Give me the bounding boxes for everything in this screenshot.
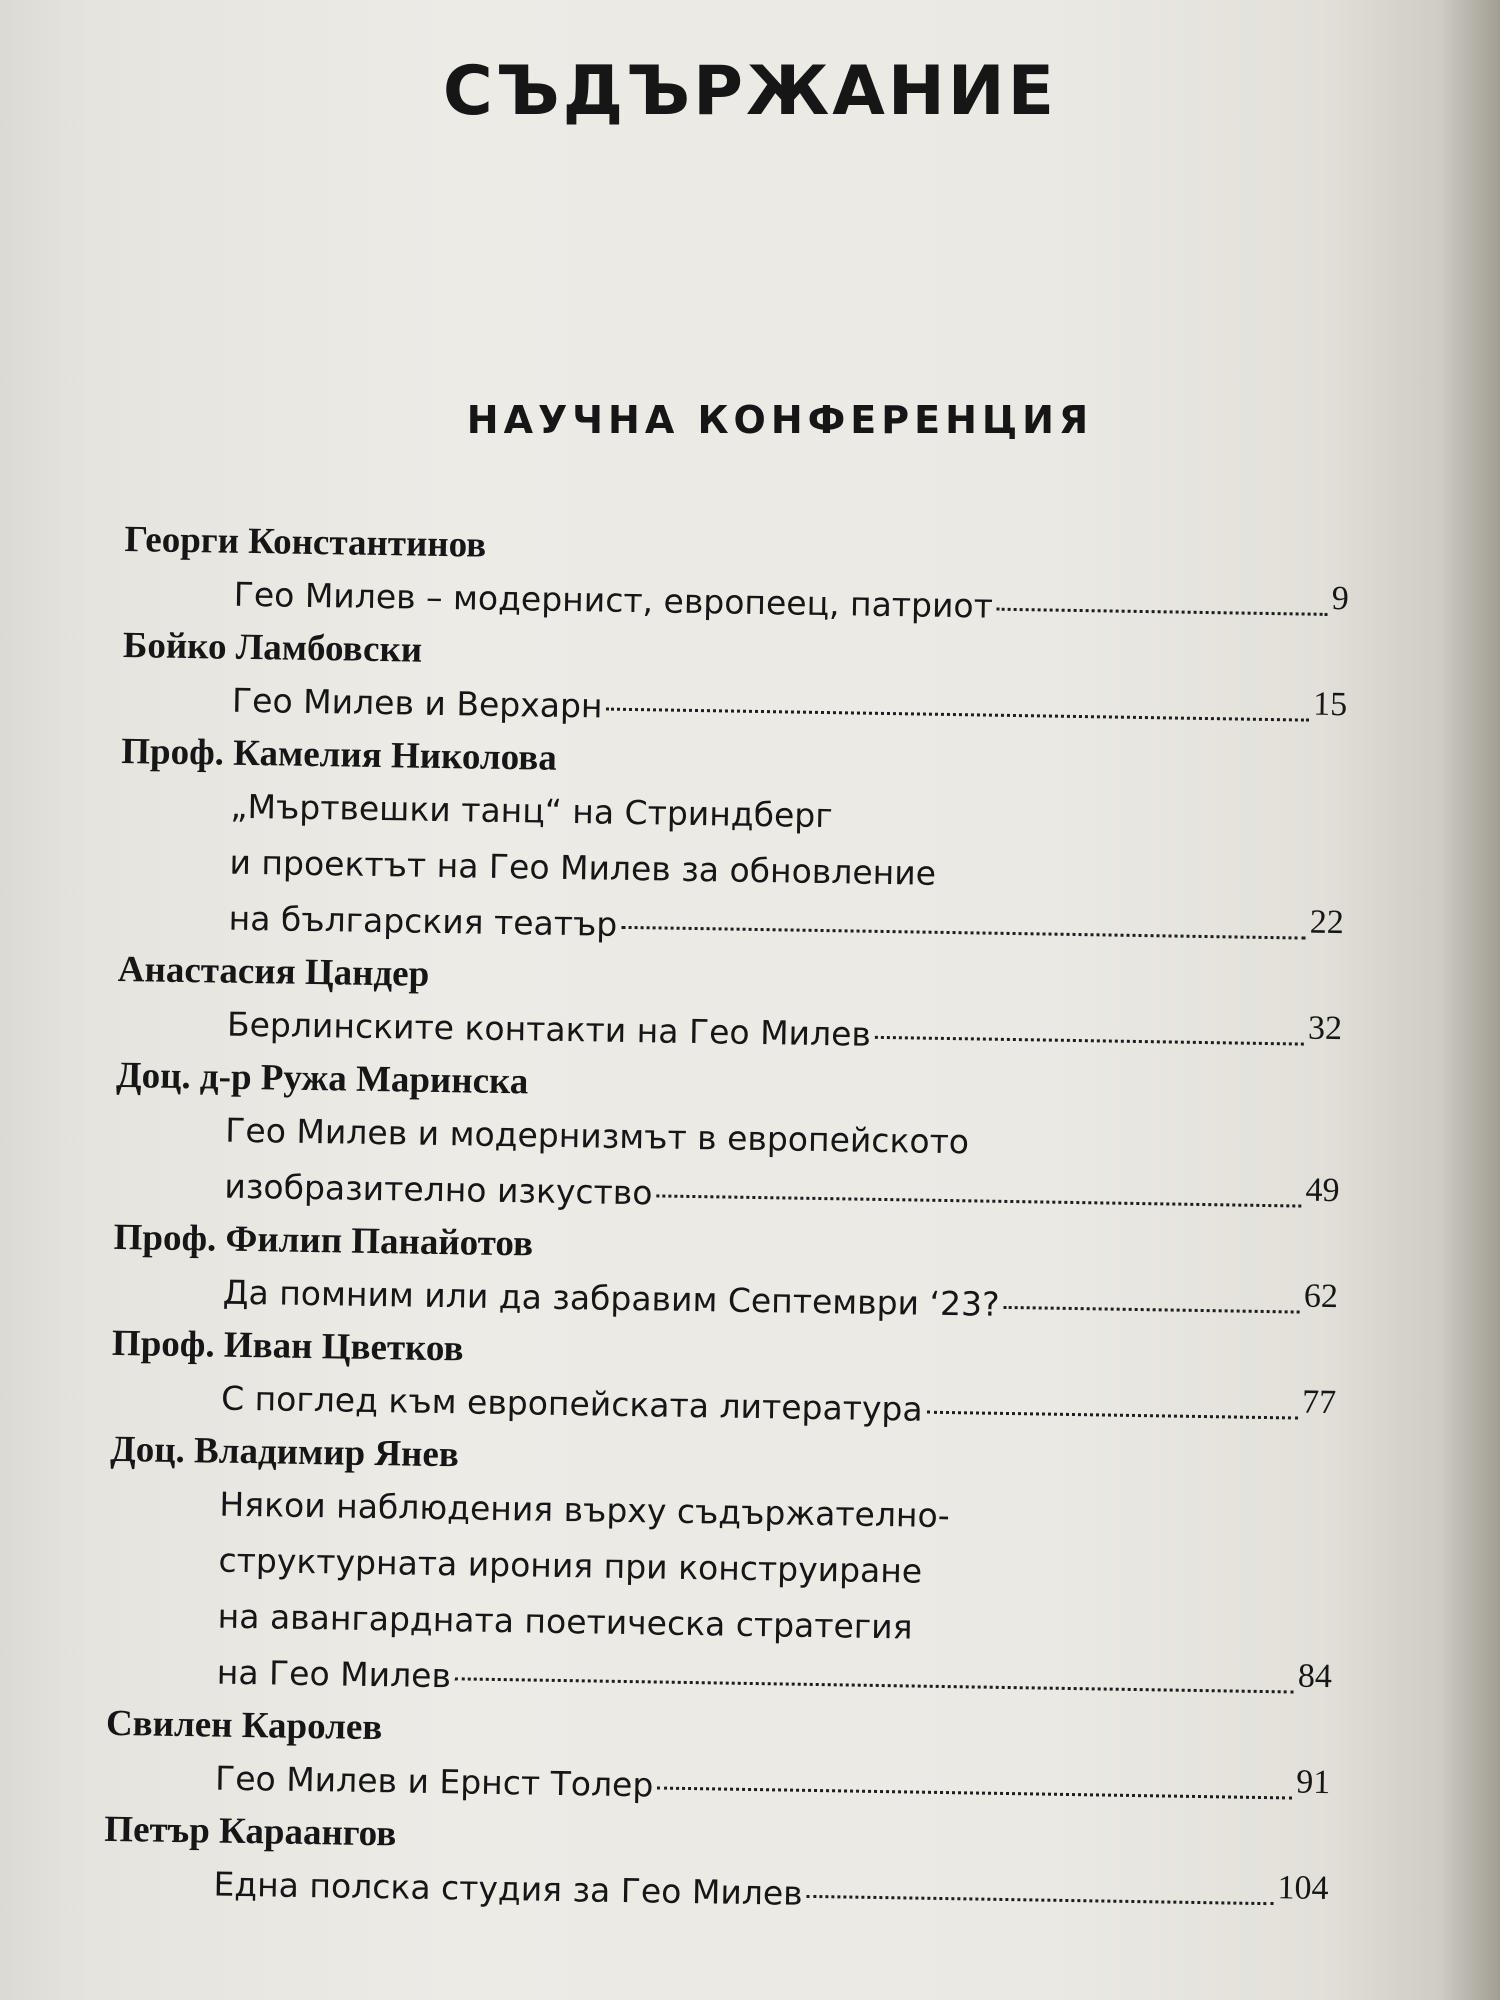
toc-title-text: Гео Милев и Верхарн	[231, 680, 603, 726]
toc-title-text: Една полска студия за Гео Милев	[213, 1864, 803, 1913]
toc-entry	[117, 945, 1349, 1070]
toc-title-line: структурната ирония при конструиране	[218, 1540, 923, 1591]
toc-title-text: С поглед към европейската литература	[220, 1378, 923, 1429]
toc-author: Проф. Иван Цветков	[111, 1322, 464, 1370]
dot-leader	[875, 1036, 1304, 1046]
toc-page-number: 77	[1301, 1383, 1337, 1422]
dot-leader	[1003, 1306, 1299, 1314]
toc-page-number: 62	[1303, 1277, 1339, 1316]
toc-article-title	[224, 1103, 1341, 1232]
toc-entry	[111, 1319, 1343, 1444]
dot-leader	[606, 708, 1308, 722]
toc-entry	[106, 1425, 1340, 1718]
toc-page-number: 32	[1307, 1009, 1343, 1048]
dot-leader	[997, 608, 1328, 616]
table-of-contents	[103, 515, 1355, 1930]
toc-entry	[105, 1699, 1337, 1824]
toc-page-number: 91	[1295, 1763, 1331, 1802]
toc-title-text: Да помним или да забравим Септември ‘23?	[222, 1272, 1000, 1324]
toc-title-text: Берлинските контакти на Гео Милев	[226, 1004, 872, 1054]
toc-article-title	[216, 1477, 1334, 1718]
toc-title-text: изобразително изкуство	[224, 1166, 653, 1213]
toc-title-line: Гео Милев и модернизмът в европейското	[225, 1110, 970, 1162]
toc-author: Петър Караангов	[104, 1808, 397, 1855]
dot-leader	[656, 1194, 1301, 1207]
toc-page-number: 15	[1312, 685, 1348, 724]
toc-page-number: 9	[1331, 579, 1350, 618]
toc-title-line: Някои наблюдения върху съдържателно-	[219, 1484, 950, 1536]
dot-leader	[621, 926, 1305, 940]
toc-author: Свилен Каролев	[105, 1702, 383, 1749]
dot-leader	[455, 1677, 1294, 1693]
toc-title-line: „Мъртвешки танц“ на Стриндберг	[230, 786, 833, 836]
toc-entry	[122, 621, 1354, 746]
toc-author: Бойко Ламбовски	[122, 624, 423, 671]
toc-article-title	[228, 779, 1346, 964]
dot-leader	[807, 1895, 1274, 1905]
toc-title-text: на Гео Милев	[216, 1652, 452, 1696]
page-title: СЪДЪРЖАНИЕ	[442, 52, 1058, 131]
toc-author: Доц. д-р Ружа Маринска	[115, 1054, 529, 1103]
toc-author: Проф. Филип Панайотов	[113, 1216, 534, 1265]
toc-author: Проф. Камелия Николова	[120, 730, 558, 779]
toc-title-text: Гео Милев – модернист, европеец, патриот	[233, 574, 994, 626]
toc-author: Доц. Владимир Янев	[109, 1428, 460, 1476]
toc-title-text: Гео Милев и Ернст Толер	[214, 1758, 654, 1805]
toc-page-number: 49	[1305, 1171, 1340, 1210]
toc-entry	[123, 515, 1355, 640]
toc-page-number: 104	[1277, 1869, 1329, 1908]
toc-title-line: и проектът на Гео Милев за обновление	[229, 842, 937, 893]
toc-entry	[114, 1051, 1346, 1232]
toc-entry	[103, 1805, 1335, 1930]
page-gutter-shadow	[1440, 0, 1500, 2000]
toc-title-line: на авангардната поетическа стратегия	[217, 1596, 913, 1647]
toc-author: Анастасия Цандер	[117, 948, 430, 995]
toc-page-number: 84	[1297, 1657, 1333, 1696]
toc-author: Георги Константинов	[124, 518, 487, 566]
toc-page-number: 22	[1309, 903, 1345, 942]
section-heading: НАУЧНА КОНФЕРЕНЦИЯ	[466, 398, 1094, 442]
toc-entry	[118, 727, 1351, 964]
toc-entry	[112, 1213, 1344, 1338]
dot-leader	[657, 1787, 1292, 1800]
toc-title-text: на българския театър	[228, 898, 618, 944]
dot-leader	[927, 1411, 1298, 1420]
